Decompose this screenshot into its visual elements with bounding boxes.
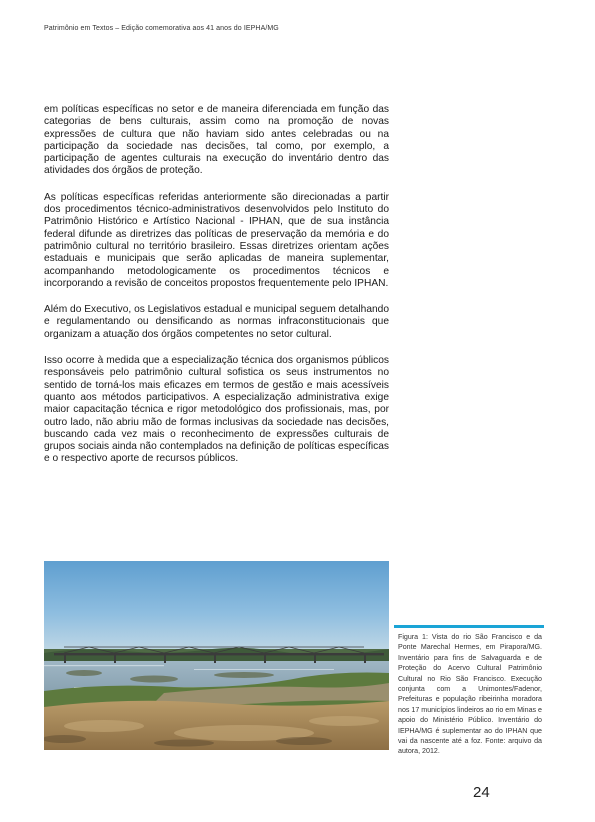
caption-accent-bar [394, 625, 544, 628]
figure-caption: Figura 1: Vista do rio São Francisco e da Ponte Marechal Hermes, em Pirapora/MG. Inventário para fins de Salvaguarda e de Proteção do Acervo Cultural Patrimônio Cultural no Rio São Francisco. Execução conjunta com a Unimontes/Fadenor, Prefeituras e população ribeirinha moradora nos 17 municípios lindeiros ao rio em Minas e apoio do Ministério Público. Inventário do IEPHA/MG é suplementar ao do IPHAN que vai da nascente até a foz. Fonte: arquivo da autora, 2012. [398, 633, 542, 756]
running-head: Patrimônio em Textos – Edição comemorativa aos 41 anos do IEPHA/MG [44, 25, 279, 32]
river-bridge-photo [44, 561, 389, 750]
paragraph: Além do Executivo, os Legislativos estadual e municipal seguem detalhando e regulamentando ou densificando as normas infraconstitucionais que organizam a atuação dos órgãos competentes no setor cultural. [44, 304, 389, 340]
page-number: 24 [473, 784, 490, 801]
body-text [44, 104, 389, 480]
figure-photo [44, 561, 389, 750]
paragraph: Isso ocorre à medida que a especialização técnica dos organismos públicos responsáveis pelo patrimônio cultural sofistica os seus instrumentos no sentido de torná-los mais eficazes em termos de gestão e mais acessíveis quanto aos métodos participativos. A especialização administrativa exige maior capacitação técnica e rigor metodológico dos profissionais, mas, por outro lado, não abriu mão de formas inclusivas da sociedade nas decisões, buscando cada vez mais o reconhecimento de expressões culturais de grupos sociais ainda não contemplados na definição de políticas específicas e o respectivo aporte de recursos públicos. [44, 355, 389, 465]
paragraph: em políticas específicas no setor e de maneira diferenciada em função das categorias de bens culturais, assim como na promoção de novas expressões de cultura que não haviam sido antes celebradas ou na participação da sociedade nas decisões, tal como, por exemplo, a participação de agentes culturais na execução do inventário dentro das atividades dos órgãos de proteção. [44, 104, 389, 177]
paragraph: As políticas específicas referidas anteriormente são direcionadas a partir dos procedimentos técnico-administrativos desenvolvidos pelo Instituto do Patrimônio Histórico e Artístico Nacional - IPHAN, que de sua instância federal difunde as diretrizes das políticas de preservação da memória e do patrimônio cultural no território brasileiro. Essas diretrizes orientam ações estaduais e municipais que serão aplicadas de maneira suplementar, acompanhando metodologicamente os procedimentos técnicos e incorporando a revisão de conceitos propostos frequentemente pelo IPHAN. [44, 191, 389, 289]
